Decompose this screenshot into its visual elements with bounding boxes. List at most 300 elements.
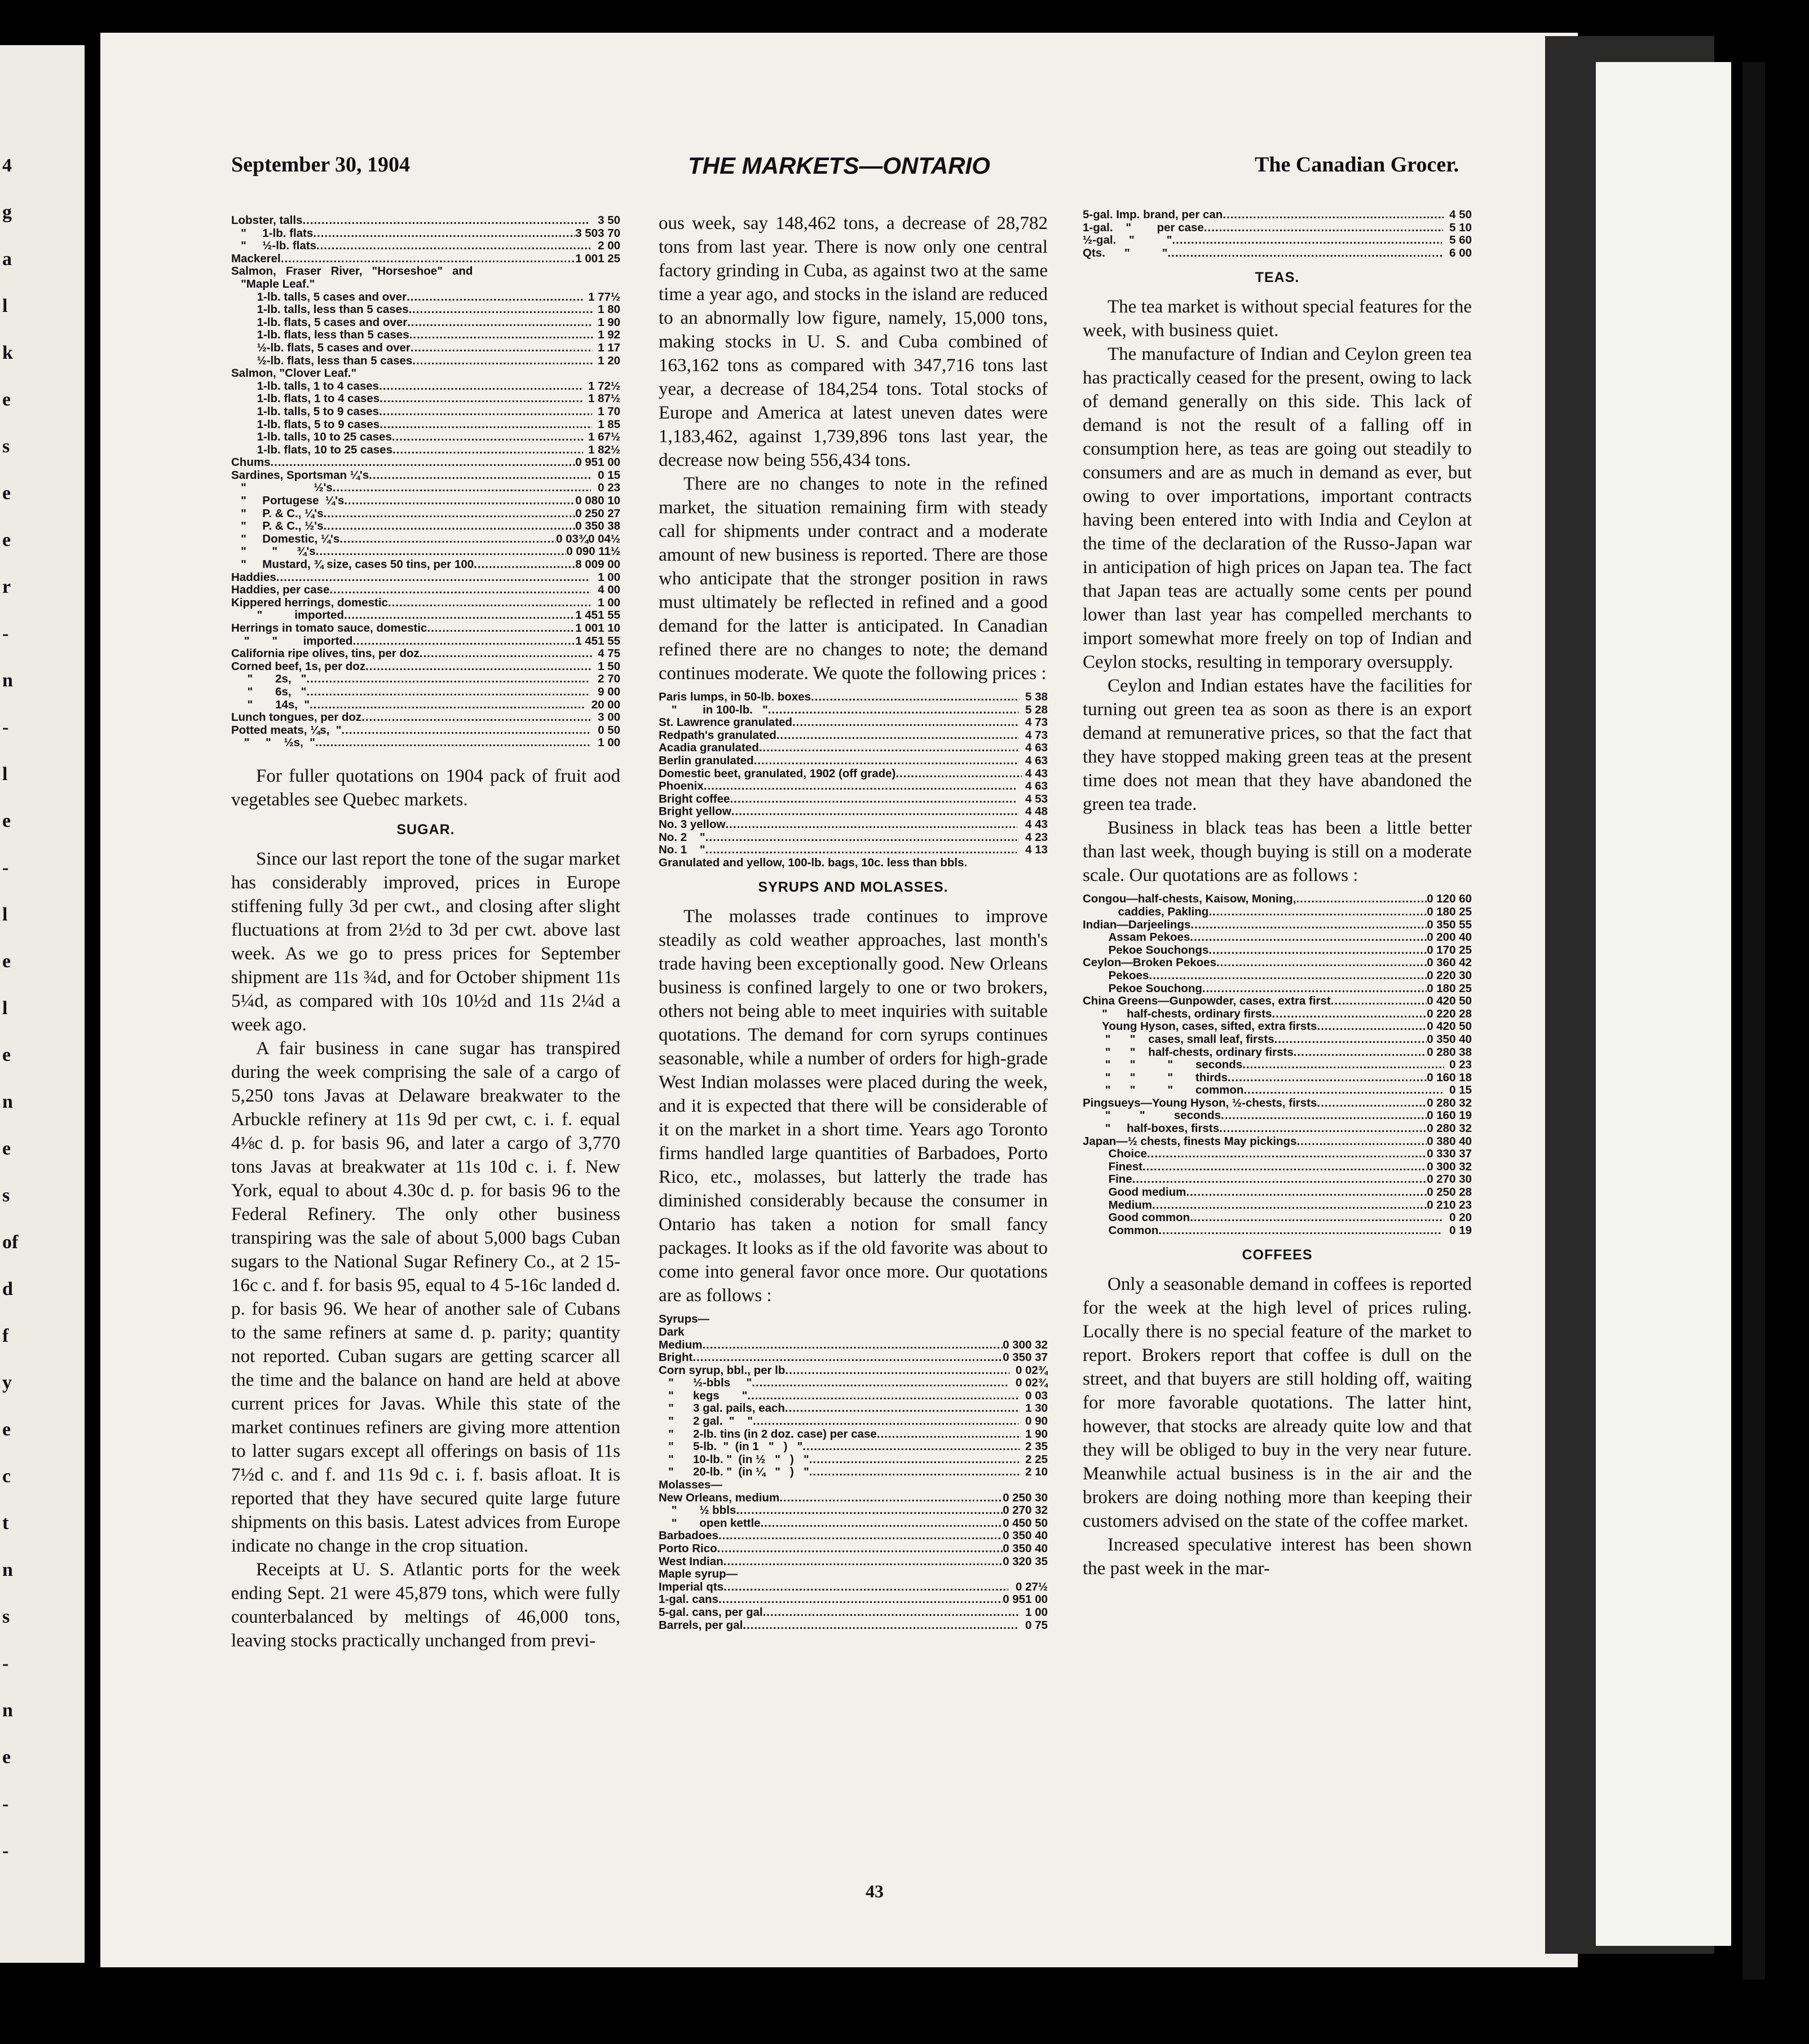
price-high: 1 70 xyxy=(598,405,620,418)
price-high: 1 55 xyxy=(598,609,620,622)
price-high: 1 50 xyxy=(598,660,620,673)
price-high: 3 00 xyxy=(598,711,620,724)
edge-character: e xyxy=(2,1138,11,1159)
price-low: 0 35 xyxy=(1427,918,1450,931)
price-high xyxy=(612,278,620,291)
table-row xyxy=(659,1568,1048,1581)
price-high: 1 25 xyxy=(598,252,620,265)
table-row xyxy=(231,431,620,444)
edge-character: n xyxy=(2,1700,13,1721)
leader-dots xyxy=(743,1619,1018,1632)
edge-character: e xyxy=(2,530,11,550)
price-low xyxy=(593,647,598,660)
leader-dots xyxy=(1243,1084,1444,1097)
price-low: 0 36 xyxy=(1427,957,1450,970)
item-label: Potted meats, ¼s, " xyxy=(231,724,342,737)
table-row xyxy=(231,647,620,660)
maple-price-table xyxy=(1083,209,1472,259)
price-high xyxy=(616,265,620,278)
table-row xyxy=(231,367,620,380)
leader-dots xyxy=(392,431,583,444)
price-high: 4 75 xyxy=(598,647,620,660)
table-row xyxy=(231,291,620,304)
leader-dots xyxy=(341,724,591,737)
edge-character: r xyxy=(2,576,11,597)
price-high: 0 19 xyxy=(1449,1224,1472,1237)
edge-character: s xyxy=(2,1606,10,1627)
price-low: 0 12 xyxy=(1427,893,1450,906)
price-low xyxy=(1020,1466,1025,1479)
item-label: Haddies xyxy=(231,571,276,584)
page-number: 43 xyxy=(866,1881,884,1901)
leader-dots xyxy=(1294,1046,1427,1059)
table-row xyxy=(659,1581,1048,1594)
price-high: 0 75 xyxy=(1025,1619,1048,1632)
price-low xyxy=(1020,1453,1025,1466)
price-high: 0 40 xyxy=(1449,931,1472,944)
price-low: 0 18 xyxy=(1427,982,1450,995)
item-label: " half-chests, ordinary firsts xyxy=(1083,1007,1272,1020)
leader-dots xyxy=(731,805,1018,818)
price-high xyxy=(1040,1568,1048,1581)
leader-dots xyxy=(1190,931,1427,944)
edge-character: a xyxy=(2,249,12,270)
price-low: 0 18 xyxy=(1427,905,1450,918)
table-row xyxy=(231,520,620,533)
price-low xyxy=(1029,1326,1038,1339)
price-low xyxy=(584,699,592,712)
price-high: 0 28 xyxy=(1449,1007,1472,1020)
price-high: 0 27½ xyxy=(1016,1580,1048,1593)
item-label: 1-lb. talls, 10 to 25 cases xyxy=(231,431,392,444)
table-row xyxy=(659,1415,1048,1428)
price-low xyxy=(1017,793,1025,806)
edge-character: c xyxy=(2,1466,11,1487)
price-high: 1 10 xyxy=(598,622,620,635)
leader-dots xyxy=(407,291,584,304)
item-label: " 5-lb. " (in 1 " ) " xyxy=(659,1441,803,1453)
item-label: 1-lb. talls, less than 5 cases xyxy=(231,303,409,316)
table-row xyxy=(659,1556,1048,1569)
table-row xyxy=(659,1606,1048,1619)
table-row xyxy=(659,1543,1048,1556)
leader-dots xyxy=(759,742,1018,755)
leader-dots xyxy=(339,533,556,546)
edge-character: e xyxy=(2,951,11,972)
item-label: Dark xyxy=(659,1325,685,1338)
edge-character: g xyxy=(2,202,12,223)
price-low: 0 22 xyxy=(1427,969,1450,982)
price-high: 1 00 xyxy=(598,596,620,609)
table-row xyxy=(231,355,620,368)
item-label: West Indian xyxy=(659,1555,723,1568)
coffees-paragraph-2: Increased speculative interest has been shown the past week in the mar- xyxy=(1083,1535,1472,1579)
item-label: " " half-chests, ordinary firsts xyxy=(1083,1046,1294,1059)
table-row xyxy=(659,1517,1048,1530)
item-label: No. 3 yellow xyxy=(659,818,726,831)
price-high: 1 85 xyxy=(598,418,620,431)
item-label: Porto Rico xyxy=(659,1543,717,1555)
item-label: " " " common xyxy=(1083,1084,1244,1097)
table-row xyxy=(1083,957,1472,970)
table-row xyxy=(231,571,620,584)
price-high: 3 70 xyxy=(598,227,620,240)
issue-date: September 30, 1904 xyxy=(231,153,410,177)
page-stack-edge xyxy=(1742,62,1765,1980)
item-label: " Mustard, ¾ size, cases 50 tins, per 100 xyxy=(231,558,474,571)
price-low: 0 95 xyxy=(1003,1593,1026,1606)
price-low xyxy=(593,342,598,355)
price-high: 5 10 xyxy=(1449,221,1472,234)
leader-dots xyxy=(704,780,1017,793)
column-3 xyxy=(1083,209,1472,1580)
item-label: " 3 gal. pails, each xyxy=(659,1402,785,1415)
price-low xyxy=(589,571,598,584)
item-label: China Greens—Gunpowder, cases, extra first xyxy=(1083,995,1331,1008)
sugar-paragraph-3: Receipts at U. S. Atlantic ports for the week ending Sept. 21 were 45,879 tons, which were fully counterbalanced by meltings of 46,000 tons, leaving stocks practically unchanged from previ- xyxy=(231,1559,620,1651)
leader-dots xyxy=(1152,1199,1427,1212)
item-label: Haddies, per case xyxy=(231,584,330,597)
price-high: 1 17 xyxy=(598,341,620,354)
price-low xyxy=(1018,1415,1026,1428)
item-label: " " " seconds xyxy=(1083,1059,1243,1072)
price-high: 0 50 xyxy=(1449,1020,1472,1033)
table-row xyxy=(659,1351,1048,1364)
leader-dots xyxy=(313,227,575,240)
leader-dots xyxy=(344,495,575,508)
leader-dots xyxy=(1208,944,1427,957)
price-low xyxy=(583,380,588,393)
price-high: 2 70 xyxy=(598,673,620,686)
edge-character: f xyxy=(2,1325,9,1346)
price-high: 0 30 xyxy=(1449,1173,1472,1186)
leader-dots xyxy=(380,419,592,431)
table-row xyxy=(231,660,620,673)
leader-dots xyxy=(1274,1033,1427,1046)
price-high: 4 23 xyxy=(1025,831,1048,844)
leader-dots xyxy=(692,1351,1003,1364)
price-low xyxy=(583,431,588,444)
item-label: Bright yellow xyxy=(659,805,731,818)
table-row xyxy=(659,1619,1048,1632)
edge-character: e xyxy=(2,483,11,504)
leader-dots xyxy=(1167,247,1442,260)
price-high: 4 73 xyxy=(1025,716,1048,729)
price-high: 0 40 xyxy=(1025,1543,1048,1555)
price-low: 0 22 xyxy=(1427,1007,1450,1020)
table-row xyxy=(1083,919,1472,932)
table-row xyxy=(231,737,620,750)
price-high: 0 32 xyxy=(1449,1160,1472,1173)
table-row xyxy=(231,673,620,686)
price-low: 0 28 xyxy=(1427,1122,1450,1135)
price-low: 8 00 xyxy=(575,558,598,571)
leader-dots xyxy=(730,793,1017,806)
item-label: Barrels, per gal xyxy=(659,1619,743,1632)
item-label: " 1-lb. flats xyxy=(231,227,314,240)
price-low xyxy=(583,393,588,406)
price-low xyxy=(605,278,613,291)
price-low: 3 50 xyxy=(575,227,598,240)
item-label: 5-gal. Imp. brand, per can xyxy=(1083,209,1223,221)
leader-dots xyxy=(1216,957,1427,970)
table-row xyxy=(659,768,1048,781)
price-low xyxy=(1008,1581,1016,1594)
leader-dots xyxy=(752,1377,1009,1390)
table-row xyxy=(1083,1212,1472,1224)
table-row xyxy=(1083,995,1472,1008)
item-label: 5-gal. cans, per gal xyxy=(659,1606,763,1619)
leader-dots xyxy=(270,456,575,469)
item-label: Assam Pekoes xyxy=(1083,931,1190,944)
item-label: " half-boxes, firsts xyxy=(1083,1122,1220,1135)
column-1 xyxy=(231,214,620,1653)
price-high: 2 25 xyxy=(1025,1453,1048,1466)
price-low xyxy=(1031,1313,1039,1326)
price-low xyxy=(1032,1568,1040,1581)
item-label: " kegs " xyxy=(659,1389,748,1402)
price-low: 0 25 xyxy=(575,507,598,520)
price-high: 0 03 xyxy=(1025,1389,1048,1402)
item-label: Japan—½ chests, finests May pickings xyxy=(1083,1135,1297,1148)
price-high: 0 19 xyxy=(1449,1109,1472,1122)
price-low xyxy=(1444,1059,1450,1072)
price-low xyxy=(1019,729,1025,742)
leader-dots xyxy=(365,660,592,673)
price-low xyxy=(1018,805,1026,818)
price-high: 0 42 xyxy=(1449,957,1472,970)
item-label: Phoenix xyxy=(659,780,704,793)
price-high: 0 25 xyxy=(1449,905,1472,918)
table-row xyxy=(1083,1199,1472,1212)
price-high: 1 00 xyxy=(598,571,620,584)
price-low xyxy=(1018,1619,1025,1632)
price-low: 0 21 xyxy=(1427,1199,1450,1212)
edge-character: l xyxy=(2,998,8,1019)
price-high: 0 55 xyxy=(1449,918,1472,931)
item-label: Kippered herrings, domestic xyxy=(231,596,388,609)
edge-character: n xyxy=(2,1560,13,1580)
facing-page-edge xyxy=(0,45,85,1963)
leader-dots xyxy=(316,240,590,253)
leader-dots xyxy=(310,699,584,712)
item-label: Molasses— xyxy=(659,1479,722,1492)
price-low: 1 45 xyxy=(575,635,598,647)
price-high: 0 50 xyxy=(598,724,620,737)
price-high: 1 00 xyxy=(1025,1593,1048,1606)
leader-dots xyxy=(723,1581,1008,1594)
leader-dots xyxy=(1317,1097,1427,1110)
table-row xyxy=(231,265,620,278)
leader-dots xyxy=(877,1428,1021,1441)
price-high: 0 50 xyxy=(1449,995,1472,1008)
price-low: 0 35 xyxy=(1003,1530,1026,1543)
table-row xyxy=(659,1402,1048,1415)
table-row xyxy=(231,482,620,495)
leader-dots xyxy=(409,329,593,342)
item-label: Choice xyxy=(1083,1148,1147,1161)
table-row xyxy=(231,240,620,253)
price-low: 0 42 xyxy=(1427,1020,1450,1033)
edge-character: d xyxy=(2,1279,13,1299)
leader-dots xyxy=(779,1492,1003,1505)
leader-dots xyxy=(315,737,590,750)
price-low xyxy=(584,291,588,304)
leader-dots xyxy=(379,406,592,419)
price-low: 0 38 xyxy=(1427,1135,1450,1148)
leader-dots xyxy=(344,609,575,622)
item-label: " ½-bbls " xyxy=(659,1377,752,1390)
price-high: 0 25 xyxy=(1449,944,1472,957)
item-label: 1-lb. flats, 1 to 4 cases xyxy=(231,393,380,406)
edge-character: e xyxy=(2,810,11,831)
price-low: 0 45 xyxy=(1003,1517,1026,1530)
sugar-price-table xyxy=(659,691,1048,857)
tea-price-table xyxy=(1083,893,1472,1237)
leader-dots xyxy=(785,1402,1019,1415)
price-low: 0 27 xyxy=(1003,1504,1026,1517)
leader-dots xyxy=(1149,970,1427,983)
leader-dots xyxy=(802,1441,1020,1453)
table-row xyxy=(659,755,1048,768)
sugar-heading: SUGAR. xyxy=(396,821,455,838)
price-low xyxy=(1020,1441,1025,1453)
edge-character: of xyxy=(2,1232,19,1253)
leader-dots xyxy=(753,1415,1018,1428)
leader-dots xyxy=(474,558,575,571)
table-row xyxy=(1083,1020,1472,1033)
price-low xyxy=(1442,234,1449,247)
edge-character: e xyxy=(2,1045,11,1065)
price-high xyxy=(1039,1326,1048,1339)
item-label: Good common xyxy=(1083,1212,1190,1224)
item-label: " 2s, " xyxy=(231,673,307,686)
table-row xyxy=(231,508,620,521)
edge-character: - xyxy=(2,1653,9,1674)
coffees-heading: COFFEES xyxy=(1242,1247,1313,1263)
price-high: 4 13 xyxy=(1025,844,1048,857)
leader-dots xyxy=(1296,893,1427,906)
leader-dots xyxy=(705,831,1017,844)
price-low xyxy=(1009,1364,1016,1377)
price-low xyxy=(591,584,598,597)
price-high: 0 37 xyxy=(1449,1148,1472,1161)
price-high: 0 25 xyxy=(1449,982,1472,995)
edge-character: e xyxy=(2,1419,11,1440)
table-row xyxy=(231,419,620,431)
table-row xyxy=(231,699,620,712)
leader-dots xyxy=(718,1530,1003,1543)
table-row xyxy=(1083,931,1472,944)
leader-dots xyxy=(380,393,583,406)
item-label: 1-gal. cans xyxy=(659,1593,718,1606)
table-row xyxy=(1083,247,1472,260)
price-high xyxy=(1039,1479,1048,1492)
leader-dots xyxy=(392,444,583,457)
leader-dots xyxy=(379,380,583,393)
price-low xyxy=(592,597,598,610)
price-high: 5 60 xyxy=(1449,234,1472,247)
price-low: 0 33 xyxy=(1427,1148,1450,1161)
table-row xyxy=(231,558,620,571)
edge-character: l xyxy=(2,764,8,785)
leader-dots xyxy=(785,1364,1009,1377)
table-row xyxy=(1083,1161,1472,1174)
edge-character: - xyxy=(2,1840,9,1861)
table-row xyxy=(1083,1008,1472,1021)
price-high: 4 48 xyxy=(1025,805,1048,818)
price-low xyxy=(592,469,598,482)
item-label: Medium xyxy=(1083,1199,1153,1212)
price-high: 4 63 xyxy=(1025,742,1048,755)
table-row xyxy=(231,444,620,457)
leader-dots xyxy=(1221,1109,1427,1122)
price-high: 0 32 xyxy=(1025,1504,1048,1517)
leader-dots xyxy=(811,691,1020,704)
price-high: 4 00 xyxy=(598,584,620,597)
price-low xyxy=(1017,844,1025,857)
teas-paragraph-2: The manufacture of Indian and Ceylon green tea has practically ceased for the present, owing to lack of demand generally on this side. This lack of demand is not the result of a falling off in consumption here, as teas are going out steadily to consumers and are as much in demand as ever, but owing to over importations, important contracts having been entered into with India and Ceylon at the time of the declaration of the Russo-Japan war in anticipation of high prices on Japan tea. The fact that Japan teas are actually some cents per pound lower than last year has compelled merchants to import somewhat more freely on top of Indian and Ceylon stocks, resulting in temporary oversupply. xyxy=(1083,344,1472,673)
price-low xyxy=(592,406,598,419)
item-label: " 14s, " xyxy=(231,698,310,711)
price-high: 0 50 xyxy=(1025,1517,1048,1530)
price-low xyxy=(1018,742,1025,755)
syrups-price-table xyxy=(659,1313,1048,1632)
table-row xyxy=(231,584,620,597)
price-high: 4 63 xyxy=(1025,754,1048,767)
price-high: 0 40 xyxy=(1449,1033,1472,1046)
table-row xyxy=(231,214,620,227)
edge-character: s xyxy=(2,436,10,457)
table-row xyxy=(231,227,620,240)
price-high: 0 38 xyxy=(1449,1046,1472,1059)
price-high: 0 23 xyxy=(1449,1199,1472,1212)
price-high: 0 40 xyxy=(1025,1530,1048,1543)
table-row xyxy=(659,818,1048,831)
item-label: " P. & C., ½'s xyxy=(231,520,324,533)
item-label: Corn syrup, bbl., per lb xyxy=(659,1364,786,1377)
leader-dots xyxy=(1202,983,1427,995)
price-low: 0 09 xyxy=(566,545,589,558)
price-low: 0 25 xyxy=(1427,1186,1450,1199)
item-label: Ceylon—Broken Pekoes xyxy=(1083,957,1216,970)
table-row xyxy=(659,1530,1048,1543)
item-label: " 10-lb. " (in ½ " ) " xyxy=(659,1453,809,1466)
price-low xyxy=(593,303,598,316)
leader-dots xyxy=(352,635,575,648)
leader-dots xyxy=(1219,1122,1427,1135)
price-high: 0 60 xyxy=(1449,893,1472,906)
price-low xyxy=(591,482,598,495)
item-label: "Maple Leaf." xyxy=(231,277,315,290)
price-high: 0 20 xyxy=(1449,1212,1472,1224)
item-label: California ripe olives, tins, per doz xyxy=(231,647,420,660)
table-row xyxy=(1083,1072,1472,1085)
table-row xyxy=(231,533,620,546)
fuller-quotations-note: For fuller quotations on 1904 pack of fruit aod vegetables see Quebec markets. xyxy=(231,765,620,810)
item-label: No. 1 " xyxy=(659,844,705,857)
edge-character: l xyxy=(2,296,8,316)
item-label: Qts. " " xyxy=(1083,246,1168,259)
item-label: Mackerel xyxy=(231,252,281,265)
table-row xyxy=(659,1593,1048,1606)
table-row xyxy=(231,329,620,342)
price-high: 9 00 xyxy=(598,558,620,571)
item-label: " in 100-lb. " xyxy=(659,703,768,716)
item-label: Bright xyxy=(659,1351,693,1364)
price-high: 4 50 xyxy=(1449,209,1472,221)
item-label: " ½-lb. flats xyxy=(231,240,316,253)
